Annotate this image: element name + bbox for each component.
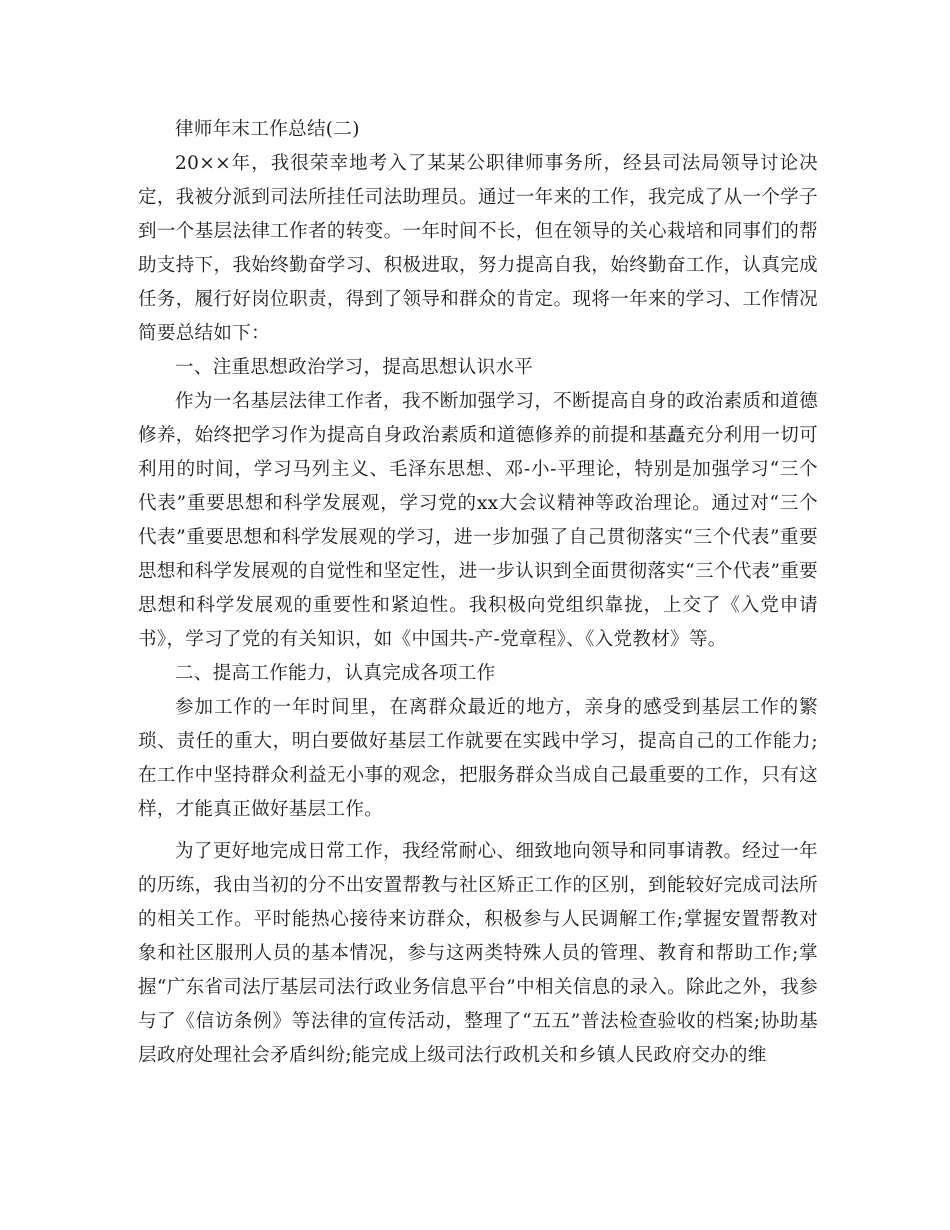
section-2-paragraph-1: 参加工作的一年时间里，在离群众最近的地方，亲身的感受到基层工作的繁琐、责任的重大，明白要做好基层工作就要在实践中学习，提高自己的工作能力;在工作中坚持群众利益无小事的观念，把服务群众当成自己最重要的工作，只有这样，才能真正做好基层工作。: [138, 697, 818, 820]
document-body: [138, 113, 818, 1073]
section-1-paragraph: 作为一名基层法律工作者，我不断加强学习，不断提高自身的政治素质和道德修养，始终把学习作为提高自身政治素质和道德修养的前提和基矗充分利用一切可利用的时间，学习马列主义、毛泽东思想、邓-小-平理论，特别是加强学习“三个代表”重要思想和科学发展观，学习党的xx大会议精神等政治理论。通过对“三个代表”重要思想和科学发展观的学习，进一步加强了自己贯彻落实“三个代表”重要思想和科学发展观的自觉性和坚定性，进一步认识到全面贯彻落实“三个代表”重要思想和科学发展观的重要性和紧迫性。我积极向党组织靠拢，上交了《入党申请书》，学习了党的有关知识，如《中国共-产-党章程》、《入党教材》等。: [138, 391, 818, 650]
section-heading-2: 二、提高工作能力，认真完成各项工作: [175, 663, 496, 684]
section-2-paragraph-2: 为了更好地完成日常工作，我经常耐心、细致地向领导和同事请教。经过一年的历练，我由当初的分不出安置帮教与社区矫正工作的区别，到能较好完成司法所的相关工作。平时能热心接待来访群众，积极参与人民调解工作;掌握安置帮教对象和社区服刑人员的基本情况，参与这两类特殊人员的管理、教育和帮助工作;掌握“广东省司法厅基层司法行政业务信息平台”中相关信息的录入。除此之外，我参与了《信访条例》等法律的宣传活动，整理了“五五”普法检查验收的档案;协助基层政府处理社会矛盾纠纷;能完成上级司法行政机关和乡镇人民政府交办的维: [138, 841, 818, 1066]
document-title: 律师年末工作总结(二): [175, 119, 360, 140]
intro-paragraph: 20××年，我很荣幸地考入了某某公职律师事务所，经县司法局领导讨论决定，我被分派到司法所挂任司法助理员。通过一年来的工作，我完成了从一个学子到一个基层法律工作者的转变。一年时间不长，但在领导的关心栽培和同事们的帮助支持下，我始终勤奋学习、积极进取，努力提高自我，始终勤奋工作，认真完成任务，履行好岗位职责，得到了领导和群众的肯定。现将一年来的学习、工作情况简要总结如下：: [138, 153, 818, 344]
section-heading-1: 一、注重思想政治学习，提高思想认识水平: [175, 357, 534, 378]
